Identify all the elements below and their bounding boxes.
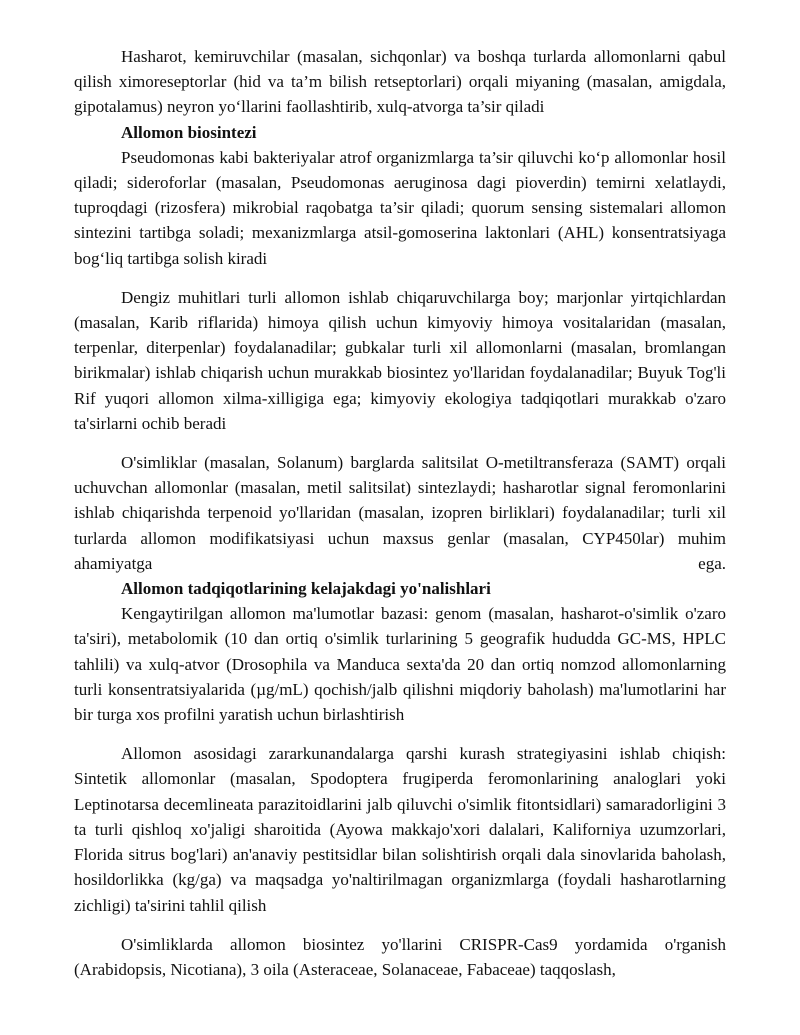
biosynthesis-paragraph-3: O'simliklar (masalan, Solanum) barglarda salitsilat O-metiltransferaza (SAMT) orqali uchuvchan allomonlar (masalan, metil salitsilat) sintezlaydi; hasharotlar signal feromonlarini ishlab chiqarishda terpenoid yo'llaridan (masalan, izopren birliklari) foydalanadilar; turli xil turlarda allomon modifikatsiyasi uchun maxsus genlar (masalan, CYP450lar) muhim ahamiyatga ega. (74, 453, 726, 573)
future-paragraph-1: Kengaytirilgan allomon ma'lumotlar bazasi: genom (masalan, hasharot-o'simlik o'zaro ta'siri), metabolomik (10 dan ortiq o'simlik turlarining 5 geografik hududda GC-MS, HPLC tahlili) va xulq-atvor (Drosophila va Manduca sexta'da 20 dan ortiq nomzod allomonlarning turli konsentratsiyalarida (µg/mL) qochish/jalb qilishni miqdoriy baholash) ma'lumotlarini har bir turga xos profilni yaratish uchun birlashtirish (74, 604, 726, 725)
future-paragraph-3: O'simliklarda allomon biosintez yo'llarini CRISPR-Cas9 yordamida o'rganish (Arabidopsis, Nicotiana), 3 oila (Asteraceae, Solanaceae, Fabaceae) taqqoslash, (74, 934, 726, 979)
biosynthesis-paragraph-2: Dengiz muhitlari turli allomon ishlab chiqaruvchilarga boy; marjonlar yirtqichlardan (masalan, Karib riflarida) himoya qilish uchun kimyoviy himoya vositalaridan (masalan, terpenlar, diterpenlar) foydalanadilar; gubkalar turli xil allomonlarni (masalan, bromlangan birikmalar) ishlab chiqarish uchun murakkab biosintez yo'llaridan foydalanadilar; Buyuk Tog'li Rif yuqori allomon xilma-xilligiga ega; kimyoviy ekologiya tadqiqotlari murakkab o'zaro ta'sirlarni ochib beradi (74, 287, 726, 433)
future-paragraph-2: Allomon asosidagi zararkunandalarga qarshi kurash strategiyasini ishlab chiqish: Sintetik allomonlar (masalan, Spodoptera frugiperda feromonlarining analoglari yoki Leptinotarsa decemlineata parazitoidlarini jalb qiluvchi o'simlik fitontsidlari) samaradorligini 3 ta turli qishloq xo'jaligi sharoitida (Ayowa makkajo'xori dalalari, Kaliforniya uzumzorlari, Florida sitrus bog'lari) an'anaviy pestitsidlar bilan solishtirish orqali dala sinovlarida baholash, hosildorlikka (kg/ga) va maqsadga yo'naltirilmagan organizmlarga (foydali hasharotlarning zichligi) ta'sirini tahlil qilish (74, 744, 726, 915)
document-page (74, 44, 726, 982)
section-heading-future-directions: Allomon tadqiqotlarining kelajakdagi yo'nalishlari (121, 579, 491, 599)
intro-paragraph: Hasharot, kemiruvchilar (masalan, sichqonlar) va boshqa turlarda allomonlarni qabul qilish ximoreseptorlar (hid va ta’m bilish retseptorlari) orqali miyaning (masalan, amigdala, gipotalamus) neyron yo‘llarini faollashtirib, xulq-atvorga ta’sir qiladi (74, 47, 726, 117)
biosynthesis-paragraph-1: Pseudomonas kabi bakteriyalar atrof organizmlarga ta’sir qiluvchi ko‘p allomonlar hosil qiladi; sideroforlar (masalan, Pseudomonas aeruginosa dagi pioverdin) temirni xelatlaydi, tuproqdagi (rizosfera) mikrobial raqobatga ta’sir qiladi; quorum sensing sistemalari allomon sintezini tartibga soladi; mexanizmlarga atsil-gomoserina laktonlari (AHL) konsentratsiyaga bog‘liq tartibga solish kiradi (74, 147, 726, 268)
section-heading-biosynthesis: Allomon biosintezi (121, 122, 257, 142)
